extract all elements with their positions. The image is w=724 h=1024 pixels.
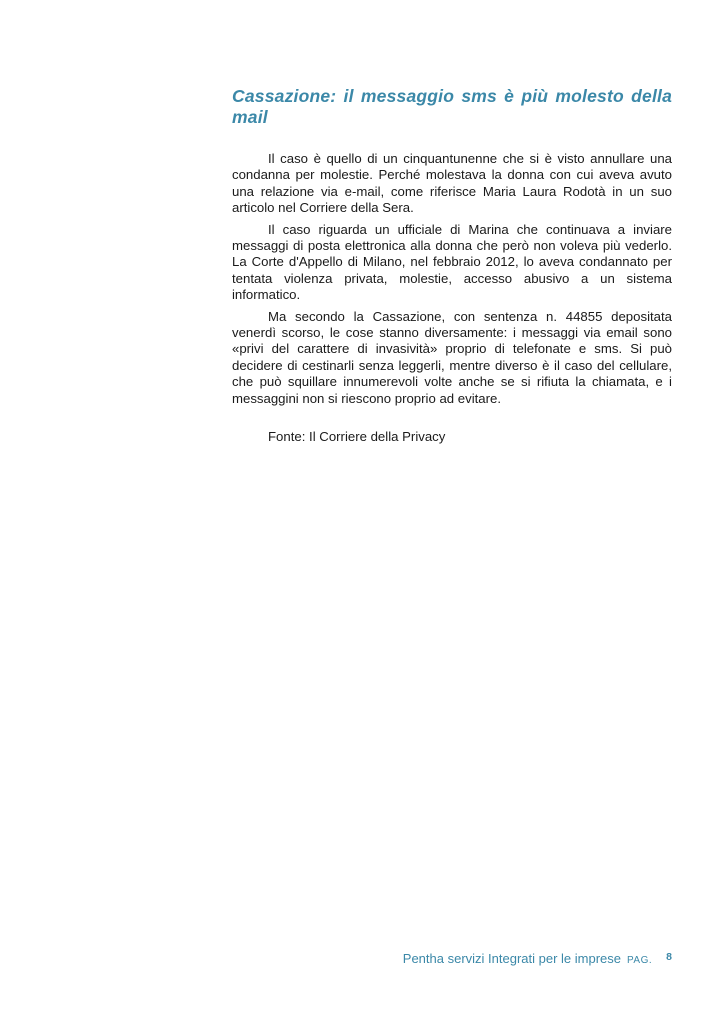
footer-page-label: PAG. [627, 955, 653, 966]
page-footer [403, 951, 672, 966]
article [232, 86, 672, 446]
footer-page-number: 8 [666, 951, 672, 963]
article-paragraph-3: Ma secondo la Cassazione, con sentenza n. 44855 depositata venerdì scorso, le cose stanno diversamente: i messaggi via email sono «privi del carattere di invasività» proprio di telefonate e sms. Si può decidere di cestinarli senza leggerli, mentre diverso è il caso del cellulare, che può squillare innumerevoli volte anche se si rifiuta la chiamata, e i messaggini non si riescono proprio ad evitare. [232, 308, 672, 406]
article-title: Cassazione: il messaggio sms è più molesto della mail [232, 86, 672, 127]
footer-company-name: Pentha servizi Integrati per le imprese [402, 951, 621, 966]
article-paragraph-1: Il caso è quello di un cinquantunenne che si è visto annullare una condanna per molestie. Perché molestava la donna con cui aveva avuto una relazione via e-mail, come riferisce Maria Laura Rodotà in un suo articolo nel Corriere della Sera. [232, 151, 672, 216]
article-source: Fonte: Il Corriere della Privacy [268, 429, 446, 445]
article-paragraph-2: Il caso riguarda un ufficiale di Marina che continuava a inviare messaggi di posta elettronica alla donna che però non voleva più vederlo. La Corte d'Appello di Milano, nel febbraio 2012, lo aveva condannato per tentata violenza privata, molestie, accesso abusivo a un sistema informatico. [232, 221, 672, 303]
